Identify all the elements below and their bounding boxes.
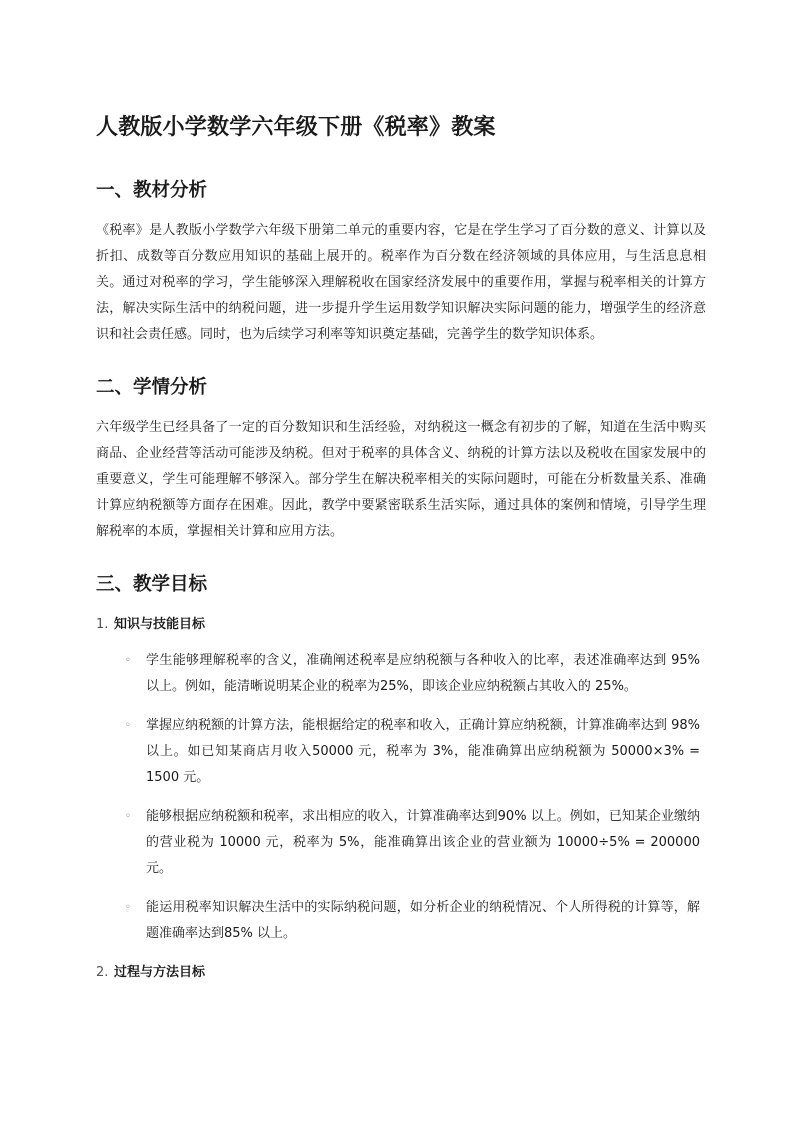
list-item (96, 895, 706, 947)
list-item (96, 713, 706, 791)
section-heading-learner-analysis: 二、学情分析 (96, 377, 208, 398)
textbook-analysis-paragraph: 《税率》是人教版小学数学六年级下册第二单元的重要内容，它是在学生学习了百分数的意义、计算以及折扣、成数等百分数应用知识的基础上展开的。税率作为百分数在经济领域的具体应用，与生活息息相关。通过对税率的学习，学生能够深入理解税收在国家经济发展中的重要作用，掌握与税率相关的计算方法，解决实际生活中的纳税问题，进一步提升学生运用数学知识解决实际问题的能力，增强学生的经济意识和社会责任感。同时，也为后续学习利率等知识奠定基础，完善学生的数学知识体系。 (96, 223, 706, 342)
objective-number: 1. (96, 617, 109, 632)
list-item-text: 学生能够理解税率的含义，准确阐述税率是应纳税额与各种收入的比率，表述准确率达到 95% 以上。例如，能清晰说明某企业的税率为25%，即该企业应纳税额占其收入的 25%。 (146, 653, 700, 694)
objectives-list (96, 612, 706, 986)
objective-title: 过程与方法目标 (114, 965, 206, 980)
bullet-icon: ◦ (125, 902, 131, 913)
list-item-text: 掌握应纳税额的计算方法，能根据给定的税率和收入，正确计算应纳税额，计算准确率达到 98% 以上。如已知某商店月收入50000 元，税率为 3%，能准确算出应纳税额为 50000×3% = 1500 元。 (146, 718, 700, 785)
section-heading-teaching-objectives: 三、教学目标 (96, 574, 208, 595)
document-page (96, 110, 706, 996)
bullet-icon: ◦ (125, 811, 131, 822)
bullet-icon: ◦ (125, 720, 131, 731)
list-item (96, 804, 706, 882)
bullet-icon: ◦ (125, 655, 131, 666)
list-item-text: 能够根据应纳税额和税率，求出相应的收入，计算准确率达到90% 以上。例如，已知某企业缴纳的营业税为 10000 元，税率为 5%，能准确算出该企业的营业额为 10000÷5% = 200000 元。 (146, 809, 700, 876)
objective-knowledge-skills (96, 612, 706, 947)
section-heading-textbook-analysis: 一、教材分析 (96, 180, 208, 201)
objective-bullet-list (96, 648, 706, 947)
objective-title: 知识与技能目标 (114, 617, 206, 632)
document-title: 人教版小学数学六年级下册《税率》教案 (96, 115, 496, 140)
objective-number: 2. (96, 965, 109, 980)
learner-analysis-paragraph: 六年级学生已经具备了一定的百分数知识和生活经验，对纳税这一概念有初步的了解，知道在生活中购买商品、企业经营等活动可能涉及纳税。但对于税率的具体含义、纳税的计算方法以及税收在国家发展中的重要意义，学生可能理解不够深入。部分学生在解决税率相关的实际问题时，可能在分析数量关系、准确计算应纳税额等方面存在困难。因此，教学中要紧密联系生活实际，通过具体的案例和情境，引导学生理解税率的本质，掌握相关计算和应用方法。 (96, 420, 706, 539)
objective-process-method (96, 960, 706, 986)
list-item-text: 能运用税率知识解决生活中的实际纳税问题，如分析企业的纳税情况、个人所得税的计算等，解题准确率达到85% 以上。 (146, 900, 700, 941)
list-item (96, 648, 706, 700)
